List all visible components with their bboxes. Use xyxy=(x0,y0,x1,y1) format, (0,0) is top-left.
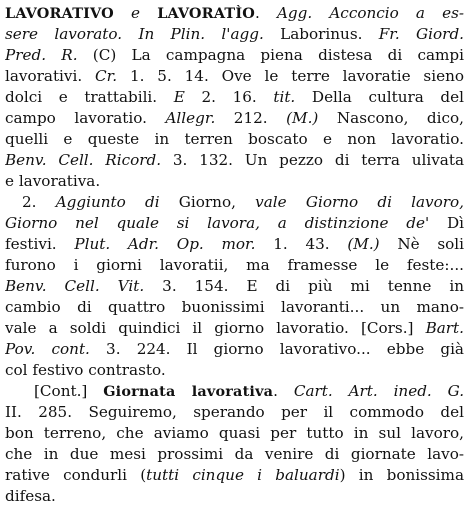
text-segment: II. 285. Seguiremo, sperando per il commodo del xyxy=(5,403,464,421)
text-segment: 3. 154. E di più mi tenne in xyxy=(144,277,464,295)
italic-text: Plut. Adr. Op. mor. xyxy=(74,235,256,253)
italic-text: E xyxy=(173,88,185,106)
text-line xyxy=(22,192,464,212)
text-line xyxy=(5,423,464,443)
text-line xyxy=(5,360,464,380)
headword: Giornata lavorativa xyxy=(103,383,274,400)
text-line xyxy=(34,381,464,401)
italic-text: Cr. xyxy=(95,67,118,85)
headword: LAVORATÌO xyxy=(157,5,255,22)
text-line xyxy=(5,276,464,296)
text-line xyxy=(5,171,464,191)
italic-text: Giorno nel quale si lavora, a distinzione de' xyxy=(5,214,430,232)
italic-text: (M.) xyxy=(286,109,319,127)
text-segment: Dì xyxy=(429,214,464,232)
text-segment: 212. xyxy=(215,109,287,127)
italic-text: Cart. Art. ined. G. xyxy=(293,382,464,400)
italic-text: (M.) xyxy=(347,235,380,253)
text-line xyxy=(5,24,464,44)
italic-text: Benv. Cell. Ricord. xyxy=(5,151,162,169)
italic-text: vale Giorno di lavoro, xyxy=(255,193,464,211)
text-segment: 3. 132. Un pezzo di terra ulivata xyxy=(161,151,464,169)
text-segment: Giorno, xyxy=(159,193,256,211)
text-line xyxy=(5,255,464,275)
text-segment: ) in bonissima xyxy=(339,466,464,484)
text-line xyxy=(5,3,464,23)
text-segment: 1. 5. 14. Ove le terre lavoratie sieno xyxy=(117,67,464,85)
text-segment: Laborinus. xyxy=(263,25,379,43)
text-segment: Nascono, dico, xyxy=(318,109,464,127)
text-line xyxy=(5,150,464,170)
text-line xyxy=(5,66,464,86)
text-segment: . xyxy=(255,4,277,22)
text-segment: Nè soli xyxy=(379,235,464,253)
italic-text: sere lavorato. In Plin. l'agg. xyxy=(5,25,264,43)
text-segment: lavorativi. xyxy=(5,67,96,85)
italic-text: Benv. Cell. Vit. xyxy=(5,277,145,295)
italic-text: Allegr. xyxy=(165,109,216,127)
text-segment: (C) La campagna piena distesa di campi xyxy=(77,46,464,64)
text-line xyxy=(5,87,464,107)
text-line xyxy=(5,444,464,464)
text-segment: 1. 43. xyxy=(255,235,348,253)
text-segment: . xyxy=(273,382,294,400)
text-segment: campo lavoratio. xyxy=(5,109,166,127)
text-segment: dolci e trattabili. xyxy=(5,88,174,106)
italic-text: Aggiunto di xyxy=(55,193,160,211)
text-segment: 2. xyxy=(22,193,56,211)
italic-text: Fr. Giord. xyxy=(378,25,464,43)
text-segment: Della cultura del xyxy=(295,88,464,106)
text-segment: bon terreno, che aviamo quasi per tutto in sul lavoro, xyxy=(5,424,464,442)
italic-text: Pov. cont. xyxy=(5,340,90,358)
text-line xyxy=(5,486,464,506)
text-line xyxy=(5,129,464,149)
text-segment: quelli e queste in terren boscato e non lavoratio. xyxy=(5,130,464,148)
text-line xyxy=(5,234,464,254)
text-line xyxy=(5,297,464,317)
text-segment: furono i giorni lavoratii, ma framesse le feste:... xyxy=(5,256,464,274)
text-line xyxy=(5,45,464,65)
text-segment: 3. 224. Il giorno lavorativo... ebbe già xyxy=(89,340,464,358)
text-segment: che in due mesi prossimi da venire di giornate lavo- xyxy=(5,445,464,463)
italic-text: tutti cinque i baluardi xyxy=(146,466,340,484)
italic-text: Agg. Acconcio a es- xyxy=(276,4,464,22)
text-segment: col festivo contrasto. xyxy=(5,361,166,379)
text-segment: festivi. xyxy=(5,235,75,253)
text-segment: [Cont.] xyxy=(34,382,104,400)
text-line xyxy=(5,213,464,233)
text-line xyxy=(5,402,464,422)
text-segment: cambio di quattro buonissimi lavoranti... un mano- xyxy=(5,298,464,316)
text-segment: rative condurli ( xyxy=(5,466,147,484)
italic-text: Pred. R. xyxy=(5,46,78,64)
italic-text: e xyxy=(113,4,158,22)
headword: LAVORATIVO xyxy=(5,5,114,22)
text-line xyxy=(5,318,464,338)
italic-text: Bart. xyxy=(425,319,464,337)
text-segment: 2. 16. xyxy=(184,88,274,106)
italic-text: tit. xyxy=(273,88,296,106)
text-line xyxy=(5,108,464,128)
text-line xyxy=(5,339,464,359)
text-segment: e lavorativa. xyxy=(5,172,101,190)
text-segment: vale a soldi quindici il giorno lavoratio. [Cors.] xyxy=(5,319,426,337)
text-line xyxy=(5,465,464,485)
text-segment: difesa. xyxy=(5,487,56,505)
